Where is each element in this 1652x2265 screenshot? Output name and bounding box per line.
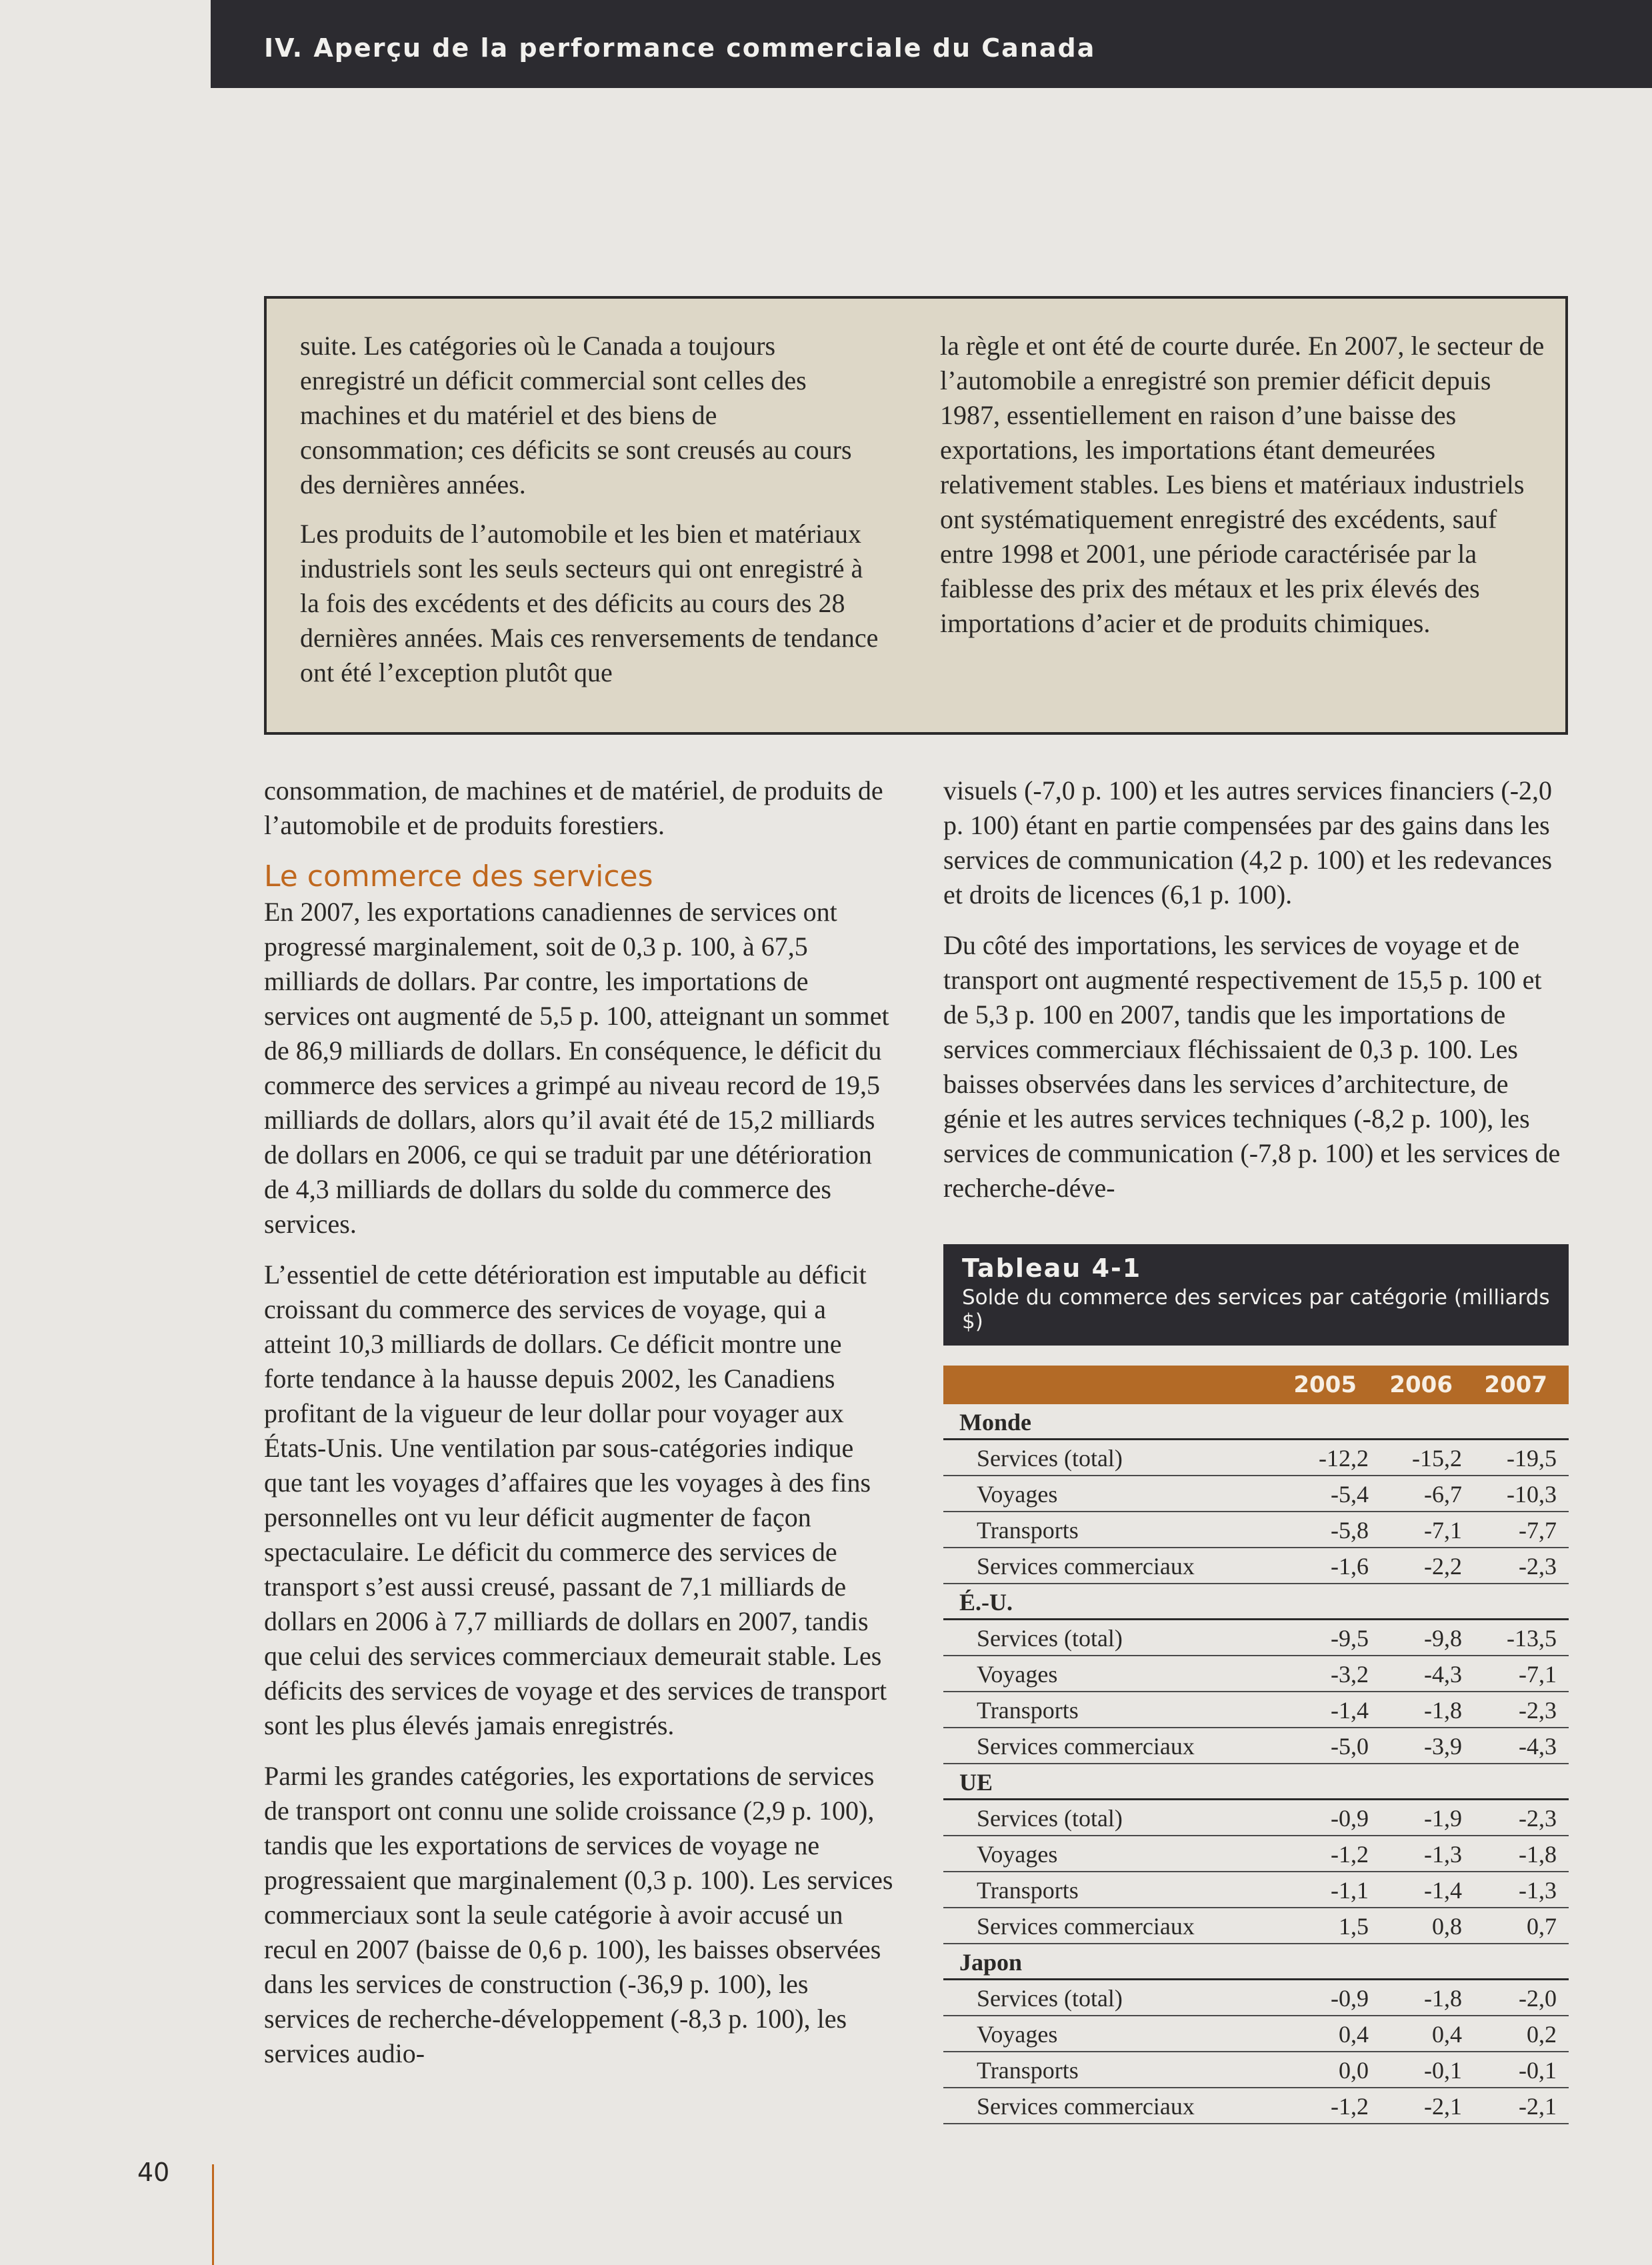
cell-value: -1,2: [1331, 2093, 1369, 2120]
row-label: Voyages: [977, 1661, 1058, 1688]
cell-value: 0,4: [1432, 2021, 1462, 2048]
cell-value: -2,0: [1519, 1985, 1557, 2012]
column-header-2007: 2007: [1484, 1372, 1547, 1398]
table-label: Tableau 4-1: [962, 1254, 1142, 1283]
body-paragraph: L’essentiel de cette détérioration est imputable au déficit croissant du commerce des services de voyage, qui a atteint 10,3 milliards de dollars. Ce déficit montre une forte tendance à la hausse depuis 2002, les Canadiens profitant de la vigueur de leur dollar pour voyager aux États-Unis. Une ventilation par sous-catégories indique que tant les voyages d’affaires que les voyages à des fins personnelles ont vu leur déficit augmenter de façon spectaculaire. Le déficit du commerce des services de transport s’est aussi creusé, passant de 7,1 milliards de dollars en 2006 à 7,7 milliards de dollars en 2007, tandis que celui des services commerciaux demeurait stable. Les déficits des services de voyage et des services de transport sont les plus élevés jamais enregistrés.: [264, 1260, 887, 1740]
row-label: Services commerciaux: [977, 1553, 1195, 1580]
cell-value: -9,5: [1331, 1625, 1369, 1652]
row-label: Transports: [977, 1517, 1079, 1544]
body-paragraph: Du côté des importations, les services de voyage et de transport ont augmenté respectivement de 15,5 p. 100 et de 5,3 p. 100 en 2007, tandis que les importations de services commerciaux fléchissaient de 0,3 p. 100. Les baisses observées dans les services d’architecture, de génie et les autres services techniques (-8,2 p. 100), les services de communication (-7,8 p. 100) et les services de recherche-déve-: [943, 930, 1561, 1203]
cell-value: -1,3: [1424, 1841, 1462, 1868]
box-paragraph: Les produits de l’automobile et les bien et matériaux industriels sont les seuls secteurs qui ont enregistré à la fois des excédents et des déficits au cours des 28 dernières années. Mais ces renversements de tendance ont été l’exception plutôt que: [300, 519, 879, 687]
table-title-bar: [943, 1244, 1569, 1346]
row-label: Services (total): [977, 1805, 1123, 1832]
cell-value: -1,6: [1331, 1553, 1369, 1580]
cell-value: -12,2: [1319, 1445, 1369, 1472]
box-paragraph: suite. Les catégories où le Canada a toujours enregistré un déficit commercial sont celles des machines et du matériel et des biens de consommation; ces déficits se sont creusés au cours des dernières années.: [300, 331, 852, 499]
left-column: [264, 773, 895, 2087]
cell-value: -7,7: [1519, 1517, 1557, 1544]
table-row: [943, 2088, 1569, 2124]
row-label: Voyages: [977, 1841, 1058, 1868]
box-left-column: [300, 329, 887, 705]
cell-value: -0,1: [1519, 2057, 1557, 2084]
margin-rule: [212, 2164, 214, 2265]
row-label: Services commerciaux: [977, 1913, 1195, 1940]
right-column: [943, 773, 1570, 1222]
cell-value: -2,3: [1519, 1697, 1557, 1724]
row-label: Transports: [977, 2057, 1079, 2084]
cell-value: -6,7: [1424, 1481, 1462, 1508]
cell-value: -10,3: [1507, 1481, 1557, 1508]
body-paragraph: visuels (-7,0 p. 100) et les autres services financiers (-2,0 p. 100) étant en partie compensées par des gains dans les services de communication (4,2 p. 100) et les redevances et droits de licences (6,1 p. 100).: [943, 775, 1553, 909]
body-paragraph: Parmi les grandes catégories, les exportations de services de transport ont connu une solide croissance (2,9 p. 100), tandis que les exportations de services de voyage ne progressaient que marginalement (0,3 p. 100). Les services commerciaux sont la seule catégorie à avoir accusé un recul en 2007 (baisse de 0,6 p. 100), les baisses observées dans les services de construction (-36,9 p. 100), les services de recherche-développement (-8,3 p. 100), les services audio-: [264, 1761, 893, 2068]
row-label: Services commerciaux: [977, 2093, 1195, 2120]
table-row: [943, 2016, 1569, 2052]
body-paragraph: En 2007, les exportations canadiennes de services ont progressé marginalement, soit de 0,3 p. 100, à 67,5 milliards de dollars. Par contre, les importations de services ont augmenté de 5,5 p. 100, atteignant un sommet de 86,9 milliards de dollars. En conséquence, le déficit du commerce des services a grimpé au niveau record de 19,5 milliards de dollars, alors qu’il avait été de 15,2 milliards de dollars en 2006, ce qui se traduit par une détérioration de 4,3 milliards de dollars du solde du commerce des services.: [264, 897, 889, 1239]
table-row: [943, 1548, 1569, 1584]
cell-value: -5,0: [1331, 1733, 1369, 1760]
cell-value: -2,3: [1519, 1553, 1557, 1580]
cell-value: -2,3: [1519, 1805, 1557, 1832]
cell-value: 0,7: [1527, 1913, 1557, 1940]
cell-value: -9,8: [1424, 1625, 1462, 1652]
column-header-2005: 2005: [1293, 1372, 1357, 1398]
table-row: [943, 1620, 1569, 1656]
table-row: [943, 1440, 1569, 1476]
cell-value: -3,9: [1424, 1733, 1462, 1760]
table-group-heading: UE: [943, 1764, 1569, 1800]
table-row: [943, 1512, 1569, 1548]
cell-value: -2,1: [1519, 2093, 1557, 2120]
cell-value: -5,8: [1331, 1517, 1369, 1544]
cell-value: -1,4: [1331, 1697, 1369, 1724]
table-row: [943, 1692, 1569, 1728]
table-group-heading: Japon: [943, 1944, 1569, 1980]
cell-value: -1,8: [1519, 1841, 1557, 1868]
table-header-row: [943, 1366, 1569, 1404]
highlight-box: [264, 296, 1568, 735]
row-label: Services (total): [977, 1625, 1123, 1652]
cell-value: -13,5: [1507, 1625, 1557, 1652]
row-label: Transports: [977, 1877, 1079, 1904]
row-label: Services commerciaux: [977, 1733, 1195, 1760]
cell-value: -1,9: [1424, 1805, 1462, 1832]
cell-value: -15,2: [1412, 1445, 1462, 1472]
table-row: [943, 1908, 1569, 1944]
row-label: Services (total): [977, 1445, 1123, 1472]
cell-value: 0,8: [1432, 1913, 1462, 1940]
table-row: [943, 1980, 1569, 2016]
cell-value: -1,4: [1424, 1877, 1462, 1904]
cell-value: 1,5: [1339, 1913, 1369, 1940]
cell-value: -1,1: [1331, 1877, 1369, 1904]
row-label: Services (total): [977, 1985, 1123, 2012]
table-group-heading: É.-U.: [943, 1584, 1569, 1620]
cell-value: -2,2: [1424, 1553, 1462, 1580]
chapter-header: [211, 0, 1652, 88]
table-row: [943, 1656, 1569, 1692]
table-row: [943, 1476, 1569, 1512]
cell-value: 0,0: [1339, 2057, 1369, 2084]
cell-value: -4,3: [1519, 1733, 1557, 1760]
row-label: Transports: [977, 1697, 1079, 1724]
cell-value: 0,2: [1527, 2021, 1557, 2048]
table-row: [943, 1800, 1569, 1836]
cell-value: -0,9: [1331, 1805, 1369, 1832]
row-label: Voyages: [977, 2021, 1058, 2048]
box-right-column: [940, 329, 1547, 655]
services-table: [943, 1244, 1569, 2124]
cell-value: -1,8: [1424, 1985, 1462, 2012]
table-caption: Solde du commerce des services par catégorie (milliards $): [962, 1286, 1550, 1334]
cell-value: -0,9: [1331, 1985, 1369, 2012]
table-row: [943, 1872, 1569, 1908]
cell-value: 0,4: [1339, 2021, 1369, 2048]
box-paragraph: la règle et ont été de courte durée. En 2007, le secteur de l’automobile a enregistré son premier déficit depuis 1987, essentiellement en raison d’une baisse des exportations, les importations étant demeurées relativement stables. Les biens et matériaux industriels ont systématiquement enregistré des excédents, sauf entre 1998 et 2001, une période caractérisée par la faiblesse des prix des métaux et les prix élevés des importations d’acier et de produits chimiques.: [940, 331, 1545, 638]
cell-value: -1,8: [1424, 1697, 1462, 1724]
cell-value: -1,3: [1519, 1877, 1557, 1904]
cell-value: -7,1: [1424, 1517, 1462, 1544]
table-row: [943, 1728, 1569, 1764]
cell-value: -1,2: [1331, 1841, 1369, 1868]
cell-value: -5,4: [1331, 1481, 1369, 1508]
table-group-heading: Monde: [943, 1404, 1569, 1440]
section-heading: Le commerce des services: [264, 859, 653, 893]
page-number: 40: [137, 2158, 170, 2187]
body-paragraph: consommation, de machines et de matériel, de produits de l’automobile et de produits forestiers.: [264, 775, 883, 840]
cell-value: -7,1: [1519, 1661, 1557, 1688]
cell-value: -2,1: [1424, 2093, 1462, 2120]
row-label: Voyages: [977, 1481, 1058, 1508]
cell-value: -3,2: [1331, 1661, 1369, 1688]
cell-value: -19,5: [1507, 1445, 1557, 1472]
table-row: [943, 2052, 1569, 2088]
table-body: [943, 1404, 1569, 2124]
cell-value: -4,3: [1424, 1661, 1462, 1688]
column-header-2006: 2006: [1389, 1372, 1453, 1398]
chapter-title: IV. Aperçu de la performance commerciale du Canada: [264, 33, 1096, 63]
cell-value: -0,1: [1424, 2057, 1462, 2084]
table-row: [943, 1836, 1569, 1872]
